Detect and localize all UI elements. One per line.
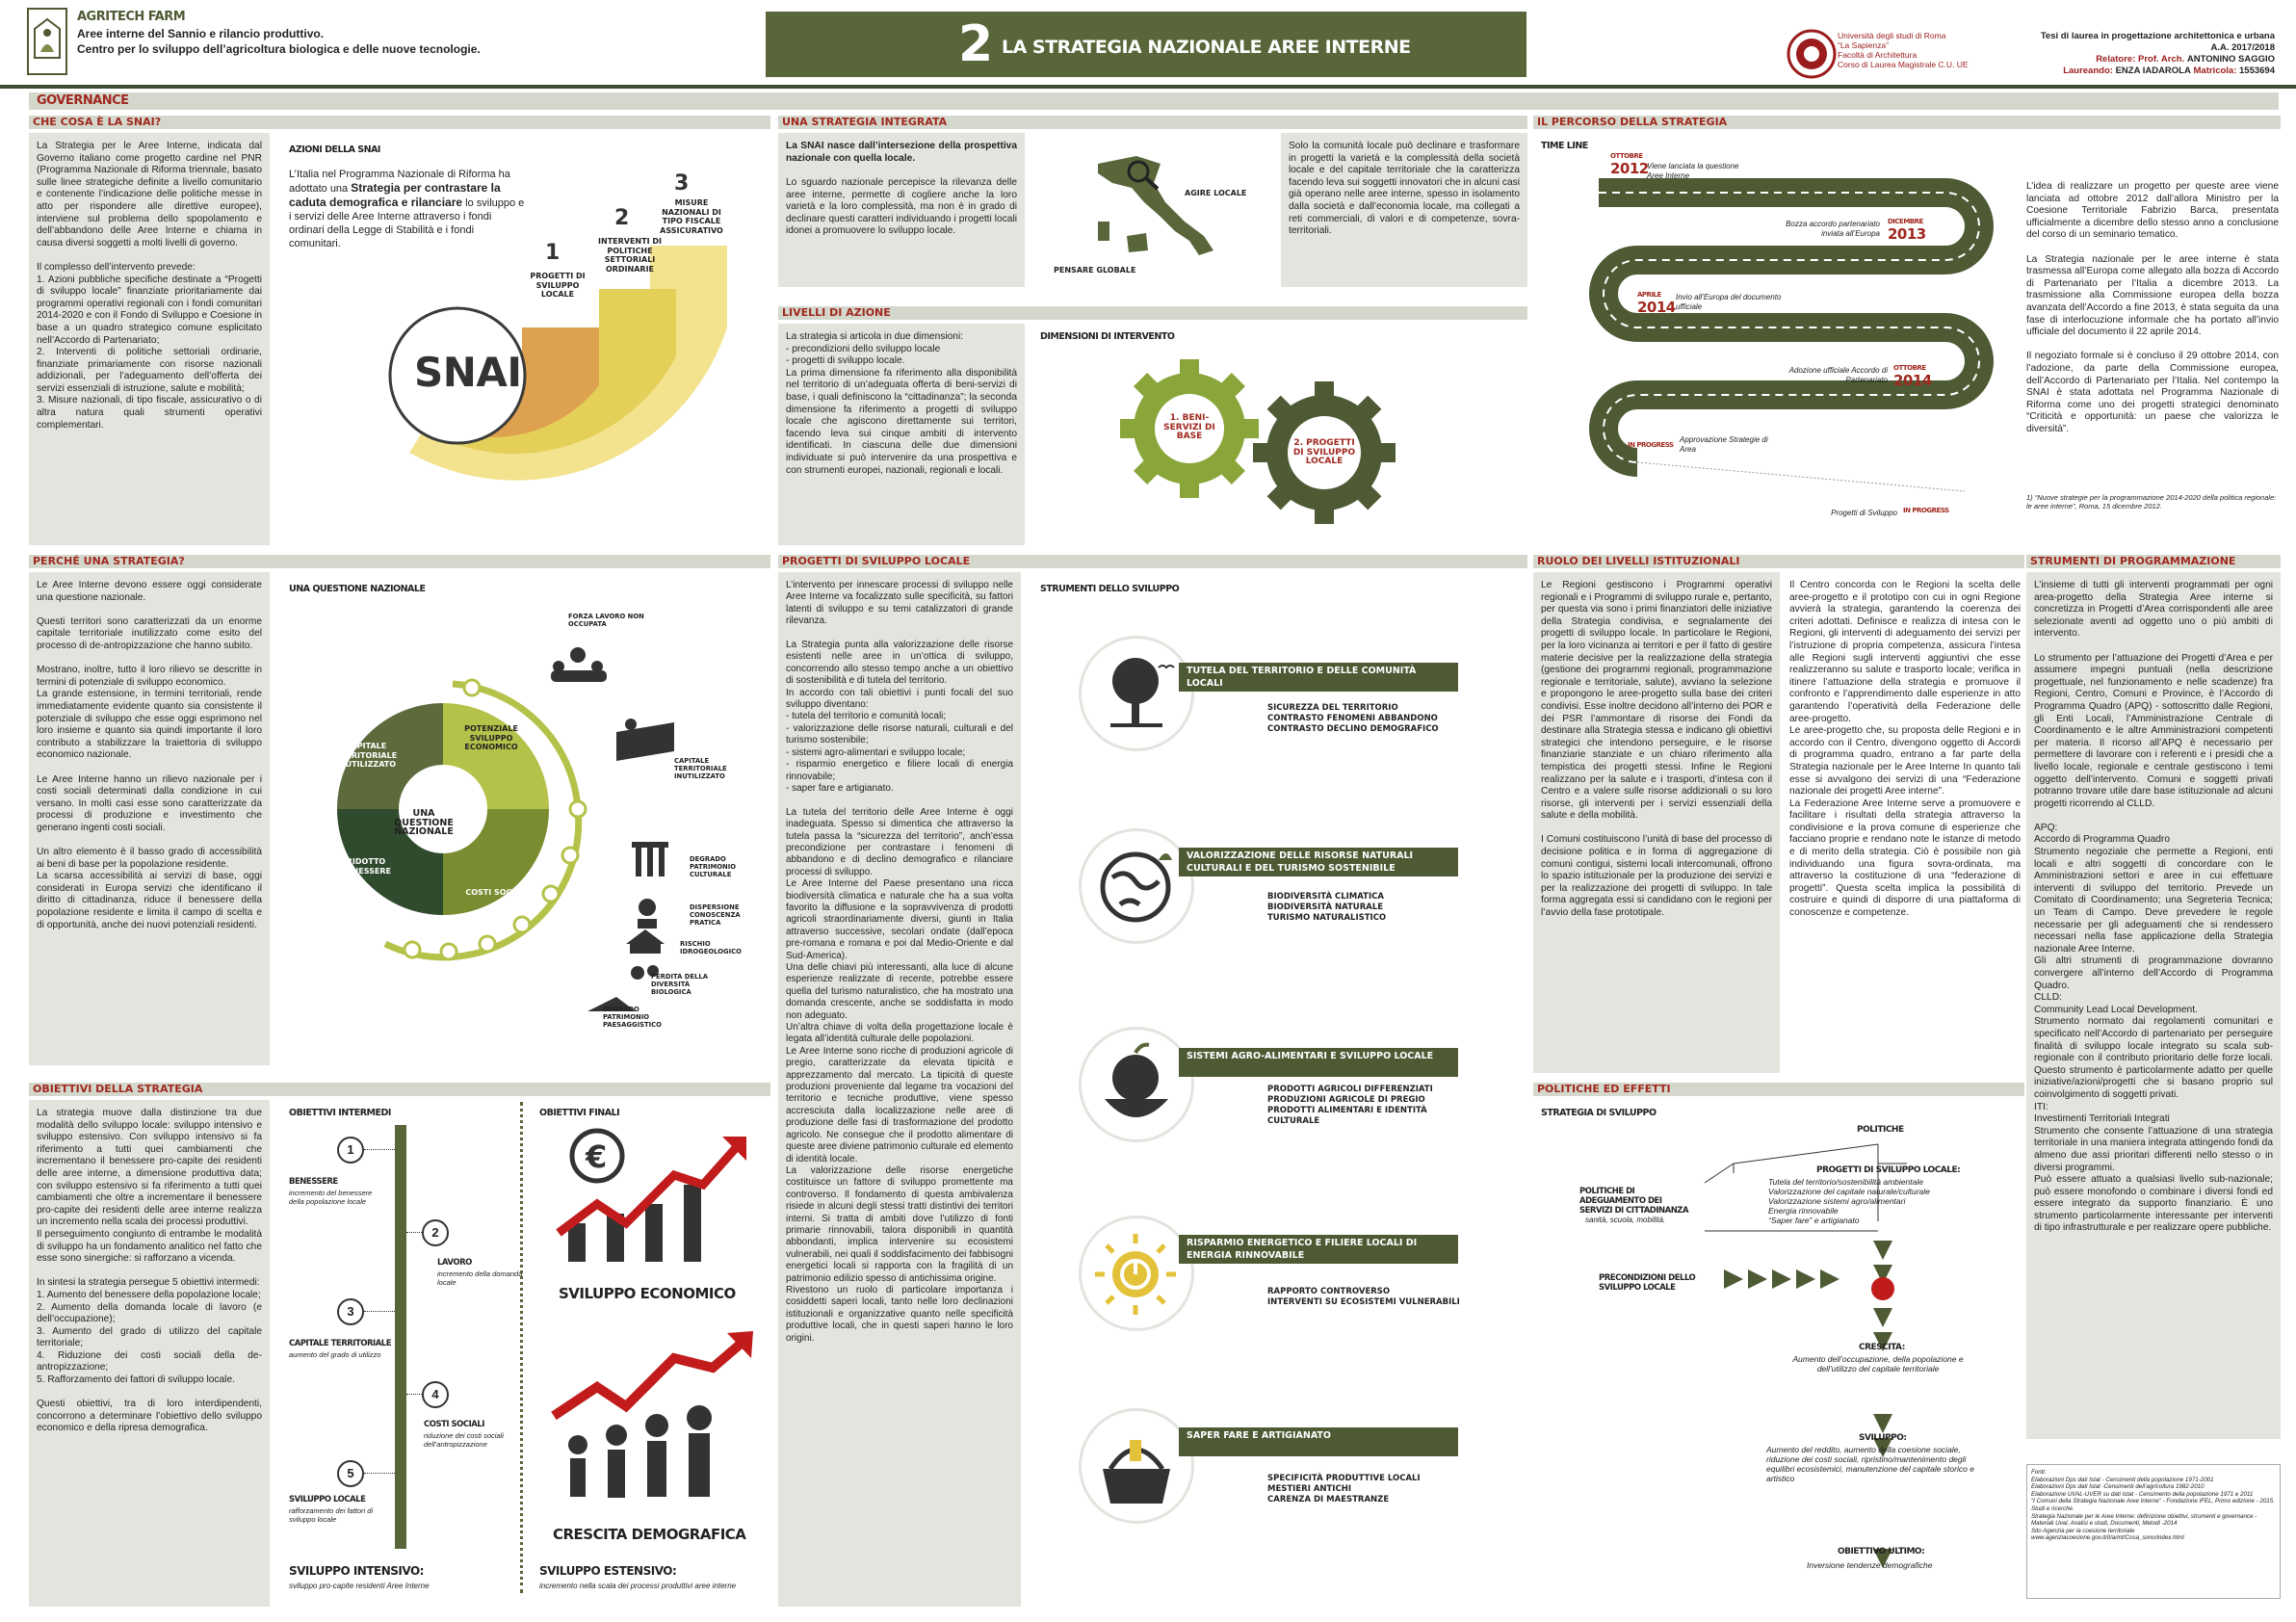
apple-icon [1082, 1030, 1191, 1139]
s3-banner: SISTEMI AGRO-ALIMENTARI E SVILUPPO LOCALE [1179, 1048, 1458, 1077]
pol-crescita: CRESCITA: [1859, 1343, 1905, 1352]
tl-2014b-month: OTTOBRE [1893, 364, 1926, 372]
integrata-text: Lo sguardo nazionale percepisce la rilevanza delle aree interne, permette di cogliere anche la loro varietà e la loro complessità, ma non è in grado di declinare questi caratteri individuando i progetti locali idonei a promuovere lo sviluppo locale. [786, 177, 1017, 237]
intensivo-title: SVILUPPO INTENSIVO: [289, 1564, 424, 1578]
ob-4-circle: 4 [422, 1381, 449, 1408]
s1-items: SICUREZZA DEL TERRITORIO CONTRASTO FENOMENI ABBANDONO CONTRASTO DECLINO DEMOGRAFICO [1267, 703, 1439, 734]
pol-adeg-sub: sanità, scuola, mobilità. [1585, 1216, 1666, 1224]
politiche-title: STRATEGIA DI SVILUPPO [1541, 1108, 1657, 1118]
q-potenziale: POTENZIALE SVILUPPO ECONOMICO [464, 724, 518, 751]
tree-icon [1082, 639, 1191, 748]
estensivo-sub: incremento nella scala dei processi produttivi aree interne [539, 1582, 737, 1590]
relatore-name: ANTONINO SAGGIO [2186, 54, 2275, 65]
tl-2012-year: 2012 [1610, 160, 1649, 177]
ob-int-title: OBIETTIVI INTERMEDI [289, 1108, 391, 1118]
step-2-number: 2 [614, 206, 629, 230]
tl-2012-text: Viene lanciata la questione Aree Interne [1647, 162, 1739, 180]
progetti-text: L’intervento per innescare processi di sviluppo nelle Aree Interne va focalizzato sulle specificità, su fattori latenti di sviluppo e su temi catalizzatori di grande rilevanza. La Strategia punta alla valorizzazione delle risorse esistenti nelle aree in un’ottica di sviluppo, concorrendo allo stesso tempo anche a un obiettivo di sostenibilità e di tutela del territorio. In accordo con tali obiettivi i punti focali del suo sviluppo diventano: - tutela del territorio e comunità locali; - valorizzazione delle risorse naturali, culturali e del turismo sostenibile; - sistemi agro-alimentari e sviluppo locale; - risparmio energetico e filiere locali di energia rinnovabile; - saper fare e artigianato. La tutela del territorio delle Aree Interne è oggi inadeguata. Spesso si dimentica che attraverso la tutela passa la “sicurezza del territorio”, anch’essa precondizione per contrastare i fenomeni di abbandono e di declino demografico e rilanciare processi di sviluppo. Le Aree Interne del Paese presentano una ricca biodiversità climatica e naturale che ha a sua volta favorito la diffusione e la sopravvivenza di prodotti agricoli straordinariamente diversi, giunti in Italia attraverso successive, secolari ondate (dall’epoca pre-romana e romana e poi dal Medio-Oriente e dal Sud-America). Una delle chiavi più interessanti, alla luce di alcune esperienze realizzate di recente, potrebbe essere quella del turismo naturalistico, che ha mostrato una domanda crescente, anche se soddisfatta in modo non adeguato. Un’altra chiave di volta della progettazione locale è legata all’identità culturale delle popolazioni. Le Aree Interne sono ricche di produzioni agricole di pregio, caratterizzate da elevata tipicità e apprezzamento dal mercato. La tipicità di queste produzioni proveniente dal legame tra vocazioni del territorio e tecniche produttive, viene spesso accresciuta dalla localizzazione nelle aree di produzione delle fasi di trasformazione del prodotto agricolo. Ne consegue che il prodotto alimentare di queste aree diviene patrimonio culturale ed elemento di identità locale. La valorizzazione delle risorse energetiche costituisce un fattore di sviluppo promettente ma controverso. Il fondamento di questa ambivalenza risiede in alcuni degli stessi tratti distintivi dei territori interni. Si tratta di ambiti dove l’utilizzo di fonti primarie rinnovabili, talora disponibili in quantità abbondanti, implica intervenire su ecosistemi vulnerabili, nei quali il soddisfacimento dei fabbisogni energetici locali si rapporta con la fragilità di un patrimonio edilizio spesso di antichissima origine. Rivestono un ruolo di particolare importanza i cosiddetti saperi locali, tanto nelle loro declinazioni istituzionali e organizzative quanto nelle specificità produttive locali, che in questi saperi hanno le loro origini. [786, 580, 1013, 1344]
basket-icon [1082, 1411, 1191, 1521]
q-capitale: CAPITALE TERRITORIALE INUTILIZZATO [334, 742, 398, 769]
ob-5-title: SVILUPPO LOCALE [289, 1495, 366, 1504]
integrata-right-text: Solo la comunità locale può declinare e trasformare in progetti la varietà e la complessità della società locale e del capitale territoriale che la caratterizza facendo leva sui soggetti innovatori che in alcuni casi già operano nelle aree interne, spesso in isolamento dalla società e dall’economia locale, ma collegati a reti commerciali, di valori e di competenze, sovra-territoriali. [1289, 141, 1520, 237]
tl-inprogress-1-text: Approvazione Strategie di Area [1680, 435, 1768, 454]
s4-icon-circle [1079, 1216, 1194, 1331]
crescita-label: CRESCITA DEMOGRAFICA [553, 1526, 746, 1543]
strumenti-title: STRUMENTI DELLO SVILUPPO [1040, 584, 1180, 594]
percorso-text: L’idea di realizzare un progetto per queste aree viene lanciata ad ottobre 2012 dall’allora Ministro per la Coesione Territoriale Fabrizio Barca, presentata ufficialmente a dicembre dello stesso anno a conclusione del corso di un seminario tematico. La Strategia nazionale per le aree interne è stata trasmessa all’Europa come allegato alla bozza di Accordo di Partenariato per l’Italia a dicembre 2013. La trasmissione alla Commissione europea della bozza avanzata dell’Accordo a fine 2013, è stata seguita da una fase di interlocuzione informale che ha portato all’invio ufficiale del documento il 22 aprile 2014. Il negoziato formale si è concluso il 29 ottobre 2014, con l’adozione, da parte della Commissione europea, dell’Accordo di Partenariato per l’Italia. Nel contempo la SNAI è stata adottata nel Programma Nazionale di Riforma come uno dei progetti strategici denominato “Criticità e opportunità: un paese che valorizza le diversità”. [2026, 181, 2279, 434]
section-politiche: POLITICHE ED EFFETTI [1533, 1083, 2024, 1096]
q-degrado-2: DEGRADO PATRIMONIO PAESAGGISTICO [603, 1006, 662, 1029]
section-strumenti-prog: STRUMENTI DI PROGRAMMAZIONE [2026, 555, 2281, 568]
ob-3-circle: 3 [337, 1298, 364, 1325]
pol-top: POLITICHE [1857, 1125, 1904, 1135]
section-ruolo: RUOLO DEI LIVELLI ISTITUZIONALI [1533, 555, 2024, 568]
svil-econ-label: SVILUPPO ECONOMICO [559, 1285, 736, 1302]
q-costi: COSTI SOCIALI [465, 888, 529, 897]
ob-5-leader [364, 1473, 395, 1474]
perche-text: Le Aree Interne devono essere oggi considerate una questione nazionale. Questi territori sono caratterizzati da un enorme capitale territoriale inutilizzato come esito del processo di de-antropizzazione che hanno subito. Mostrano, inoltre, tutto il loro rilievo se descritte in termini di potenziale di sviluppo economico. La grande estensione, in termini territoriali, rende immediatamente evidente quanto sia consistente il potenziale di sviluppo che esse oggi esprimono nel loro insieme e quanto sia quindi importante il loro contributo a stabilizzare la traiettoria di sviluppo economico nazionale. Le Aree Interne hanno un rilievo nazionale per i costi sociali determinati dalla condizione in cui versano. In molti casi esse sono caratterizzate da processi di produzione e investimento che generano ingenti costi sociali. Un altro elemento è il basso grado di accessibilità ai beni di base per la popolazione residente. La scarsa accessibilità ai servizi di base, oggi considerati in Europa servizi che identificano il diritto di cittadinanza, riduce il benessere della popolazione residente e limita il campo di scelta e di opportunità, anche dei nuovi potenziali residenti. [37, 580, 262, 930]
azioni-intro: L’Italia nel Programma Nazionale di Riforma ha adottato una [289, 169, 510, 195]
step-2-label: INTERVENTI DI POLITICHE SETTORIALI ORDINARIE [598, 237, 662, 274]
q-forza: FORZA LAVORO NON OCCUPATA [568, 613, 644, 628]
thesis-line-2: A.A. 2017/2018 [2210, 42, 2275, 53]
s3-icon-circle [1079, 1027, 1194, 1142]
pol-sviluppo-sub: Aumento del reddito, aumento della coesione sociale, riduzione dei costi sociali, ripristino/mantenimento degli equilibri ecosistemici, manutenzione del capitale storico e artistico [1766, 1445, 1974, 1483]
section-percorso: IL PERCORSO DELLA STRATEGIA [1533, 116, 2281, 129]
s1-banner: TUTELA DEL TERRITORIO E DELLE COMUNITÀ LOCALI [1179, 663, 1458, 692]
pol-precond: PRECONDIZIONI DELLO SVILUPPO LOCALE [1599, 1273, 1696, 1293]
step-1-number: 1 [545, 241, 560, 265]
tl-2013-month: DICEMBRE [1888, 218, 1923, 225]
section-progetti: PROGETTI DI SVILUPPO LOCALE [778, 555, 1527, 568]
ob-1-leader [364, 1149, 395, 1150]
header-divider [0, 85, 2296, 89]
governance-bar [29, 92, 2279, 110]
gears-diagram [1108, 356, 1425, 539]
ob-1-circle: 1 [337, 1137, 364, 1164]
page-header [0, 0, 2296, 89]
gear-2-label: 2. PROGETTI DI SVILUPPO LOCALE [1292, 438, 1356, 466]
ob-2-title: LAVORO [437, 1258, 472, 1268]
ob-fin-title: OBIETTIVI FINALI [539, 1108, 620, 1118]
matricola-value: 1553694 [2239, 65, 2275, 76]
fonti-box: Fonti: Elaborazioni Dps dati Istat - Censimenti della popolazione 1971-2001 Elaborazioni Dps dati Istat -Censimenti dell’agricoltura 1982-2010 Elaborazione UVAL-UVER su dati Istat - Censimento della popolazione 1971 e 2011 “I Comuni della Strategia Nazionale Aree Interne” - Fondazione IFEL, Primo edizione - 2015. Studi e ricerche. Strategia Nazionale per le Aree Interne: definizione obiettivi, strumenti e governance - Materiali Uval, Analisi e studi, Documenti, Metodi -2014 Sito Agenzia per la coesione territoriale www.agenziacoesione.gov.it/it/arint/Cosa_sono/index.html [2026, 1464, 2281, 1599]
pensare-globale-label: PENSARE GLOBALE [1054, 266, 1136, 275]
s4-items: RAPPORTO CONTROVERSO INTERVENTI SU ECOSISTEMI VULNERABILI [1267, 1287, 1460, 1307]
dimensioni-title: DIMENSIONI DI INTERVENTO [1040, 331, 1175, 342]
strumenti-prog-text: L’insieme di tutti gli interventi programmati per ogni area-progetto della Strategia Aree interne si concretizza in Progetti d’Area corrispondenti alle aree selezionate aventi ad oggetto uno o più ambiti di intervento. Lo strumento per l’attuazione dei Progetti d’Area e per assumere impegni puntuali (nella descrizione progettuale, nel funzionamento e nelle scadenze) fra Regioni, Centro, Comuni e Province, è l’Accordo di Programma Quadro (APQ) - sottoscritto dalle Regioni, gli Enti Locali, l’Amministrazione Centrale di Coordinamento e le altre Amministrazioni competenti per materia. Il ricorso all’APQ è necessario per permettere di lavorare con i referenti e i presidi che a livello locale, regionale e centrale gestiscono i temi oggetto dell’intervento. Comuni e soggetti privati potranno trovare utile dare base istituzionale ad alcuni progetti ricorrendo al CLLD. APQ: Accordo di Programma Quadro Strumento negoziale che permette a Regioni, enti locali e altri soggetti di concordare con le Amministrazioni settori e aree in cui effettuare interventi di sviluppo del territorio. Prevede un Comitato di Coordinamento; una Segreteria Tecnica; un Team di Campo. Deve prevedere le regole necessarie per gli adeguamenti che si rendessero necessari nella fase applicazione della Strategia nazionale Aree Interne. Gli altri strumenti di programmazione dovranno convergere all’interno dell’Accordo di Programma Quadro. CLLD: Community Lead Local Development. Strumento normato dai regolamenti comunitari e specificato nell’Accordo di partenariato per perseguire finalità di sviluppo locale integrato su scala sub-regionale con il contributo prioritario delle forze locali. Questo strumento è particolarmente adatto per quelle iniziative/azioni/progetti che si basano proprio sul coinvolgimento di soggetti privati. ITI: Investimenti Territoriali Integrati Strumento che consente l’attuazione di una strategia territoriale in una maniera integrata attingendo fondi da almeno due assi prioritari differenti nello stesso o in diversi programmi. Può essere attuato a qualsiasi livello sub-nazionale; può essere monofondo o combinare i diversi fondi ed essere integrato da supporto finanziario. È uno strumento particolarmente interessante per interventi di tipo infrastrutturale e per realizzare opere pubbliche. [2034, 580, 2273, 1234]
tl-2014b [1893, 364, 1932, 389]
pol-sviluppo: SVILUPPO: [1859, 1433, 1907, 1443]
estensivo-title: SVILUPPO ESTENSIVO: [539, 1564, 677, 1578]
ob-5-circle: 5 [337, 1460, 364, 1487]
gear-1-label: 1. BENI-SERVIZI DI BASE [1163, 413, 1215, 441]
s2-items: BIODIVERSITÀ CLIMATICA BIODIVERSITÀ NATURALE TURISMO NATURALISTICO [1267, 892, 1387, 923]
s2-icon-circle [1079, 828, 1194, 944]
tl-2012-month: OTTOBRE [1610, 152, 1643, 160]
tl-2014a-year: 2014 [1637, 299, 1676, 316]
q-perdita: PERDITA DELLA DIVERSITÀ BIOLOGICA [651, 973, 708, 996]
uni-line-4: Corso di Laurea Magistrale C.U. UE [1838, 60, 1969, 69]
tl-inprogress-2-text: Progetti di Sviluppo [1831, 509, 1897, 517]
questione-title: UNA QUESTIONE NAZIONALE [289, 584, 426, 594]
ob-4-sub: riduzione dei costi sociali dell’antropizzazione [424, 1431, 504, 1449]
chapter-number: 2 [958, 15, 993, 73]
s4-banner: RISPARMIO ENERGETICO E FILIERE LOCALI DI ENERGIA RINNOVABILE [1179, 1235, 1458, 1264]
snai-text: La Strategia per le Aree Interne, indicata dal Governo italiano come progetto cardine nel PNR (Programma Nazionale di Riforma triennale, basato sulle linee strategiche definite a livello comunitario e contenente l’indicazione delle politiche messe in atto per rispondere alle direttive europee), interviene sul problema dello spopolamento e dell’abbandono delle Aree Interne e chiama in causa diversi soggetti a molti livelli di governo. Il complesso dell’intervento prevede: 1. Azioni pubbliche specifiche destinate a “Progetti di sviluppo locale” finanziate prioritariamente dai programmi operativi regionali con i fondi comunitari 2014-2020 e con il Fondo di Sviluppo e Coesione in base a un quadro strategico comune esplicitato nell’Accordo di Partenariato; 2. Interventi di politiche settoriali ordinarie, finanziate primariamente con risorse nazionali addizionali, per l’adeguamento dell’offerta dei servizi essenziali di istruzione, salute e mobilità; 3. Misure nazionali, di tipo fiscale, assicurativo o di altra natura quali strumenti operativi complementari. [37, 141, 262, 431]
s3-items: PRODOTTI AGRICOLI DIFFERENZIATI PRODUZIONI AGRICOLE DI PREGIO PRODOTTI ALIMENTARI E IDENTITÀ CULTURALE [1267, 1085, 1433, 1126]
farm-title: AGRITECH FARM [77, 10, 186, 24]
ob-2-sub: incremento della domanda locale [437, 1269, 523, 1287]
ob-3-sub: aumento del grado di utilizzo [289, 1350, 381, 1359]
intensivo-sub: sviluppo pro-capite residenti Aree Interne [289, 1582, 430, 1590]
section-livelli: LIVELLI DI AZIONE [778, 306, 1527, 320]
percorso-note: 1) “Nuove strategie per la programmazione 2014-2020 della politica regionale: le aree interne”, Roma, 15 dicembre 2012. [2026, 493, 2277, 510]
tl-2012 [1610, 152, 1649, 177]
tl-2013-year: 2013 [1888, 225, 1926, 243]
thesis-line-1: Tesi di laurea in progettazione architettonica e urbana [2040, 31, 2275, 41]
section-perche: PERCHÉ UNA STRATEGIA? [29, 555, 770, 568]
azioni-title: AZIONI DELLA SNAI [289, 144, 380, 155]
tl-inprogress-1: IN PROGRESS [1628, 441, 1674, 449]
university-seal-icon [1787, 29, 1837, 79]
ob-1-sub: incremento del benessere della popolazione locale [289, 1189, 373, 1206]
ob-3-title: CAPITALE TERRITORIALE [289, 1339, 391, 1348]
tl-2013-text: Bozza accordo partenariato inviata all’Europa [1786, 220, 1880, 238]
tl-inprogress-2: IN PROGRESS [1903, 507, 1949, 514]
section-obiettivi: OBIETTIVI DELLA STRATEGIA [29, 1083, 770, 1096]
pol-adeg: POLITICHE DI ADEGUAMENTO DEI SERVIZI DI CITTADINANZA [1579, 1187, 1689, 1216]
step-3-label: MISURE NAZIONALI DI TIPO FISCALE ASSICURATIVO [660, 198, 723, 235]
tl-2014a-text: Invio all’Europa del documento ufficiale [1676, 293, 1782, 311]
s2-banner: VALORIZZAZIONE DELLE RISORSE NATURALI CULTURALI E DEL TURISMO SOSTENIBILE [1179, 848, 1458, 876]
laureando-name: ENZA IADAROLA [2115, 65, 2191, 76]
section-integrata: UNA STRATEGIA INTEGRATA [778, 116, 1527, 129]
ob-separator [520, 1102, 523, 1593]
sun-power-icon [1082, 1218, 1191, 1328]
s1-icon-circle [1079, 636, 1194, 751]
s5-icon-circle [1079, 1408, 1194, 1524]
ob-1-title: BENESSERE [289, 1177, 338, 1187]
pol-obiettivo-sub: Inversione tendenze demografiche [1807, 1560, 1933, 1570]
q-rischio: RISCHIO IDROGEOLOGICO [680, 940, 742, 955]
pol-crescita-sub: Aumento dell’occupazione, della popolazione e dell’utilizzo del capitale territoriale [1792, 1354, 1964, 1373]
tl-2014a-month: APRILE [1637, 291, 1661, 299]
q-center: UNA QUESTIONE NAZIONALE [394, 808, 454, 837]
q-degrado: DEGRADO PATRIMONIO CULTURALE [690, 855, 737, 878]
matricola-label: Matricola: [2193, 65, 2237, 76]
ob-4-title: COSTI SOCIALI [424, 1420, 484, 1429]
ob-2-leader [406, 1232, 422, 1233]
header-subtitle-2: Centro per lo sviluppo dell’agricoltura biologica e delle nuove tecnologie. [77, 42, 481, 56]
ob-2-circle: 2 [422, 1219, 449, 1246]
tl-2014b-year: 2014 [1893, 372, 1932, 389]
ruolo-left-text: Le Regioni gestiscono i Programmi operativi regionali e i Programmi di sviluppo rurale e, pertanto, per questa via sono i primi finanziatori delle iniziative della Strategia condivisa, e segnalamente dei progetti di sviluppo locale. In particolare le Regioni, per la loro vicinanza ai territori e per il fatto di gestire materie decisive per la realizzazione della strategia (gestione dei programmi regionali, programmazione regionale e territoriale, salute), avviano la selezione e propongono le aree-progetto sulla base dei criteri condivisi. Esse inoltre decidono all’interno dei POR e dei PSR l’ammontare di risorse dei Fondi da destinare alla Strategia stessa e indicano gli obiettivi strategici che intendono perseguire, e le risorse finanziarie stanziate e un chiaro riferimento alla tempistica dei progetti stessi. Infine le Regioni realizzano per la salute e i trasporti, d’intesa con il Centro e a valere sulle risorse addizionali o su loro risorse, gli interventi per i servizi essenziali della salute e della mobilità. I Comuni costituiscono l’unità di base del processo di decisione politica e in forma di aggregazione di comuni contigui, sistemi locali intercomunali, offrono lo spazio istituzionale per la produzione dei servizi e per la realizzazione dei progetti di sviluppo. In tale forma aggregata essi si candidano con le regioni per l’avvio della fase prototipale. [1541, 580, 1772, 919]
uni-line-1: Università degli studi di Roma [1838, 31, 1946, 40]
snai-label: SNAI [414, 349, 522, 396]
uni-line-3: Facoltà di Architettura [1838, 50, 1918, 60]
ob-3-leader [364, 1311, 395, 1312]
demographic-growth-icon [549, 1329, 761, 1522]
chapter-title: LA STRATEGIA NAZIONALE AREE INTERNE [1002, 37, 1411, 58]
tl-2014a [1637, 291, 1676, 316]
step-1-label: PROGETTI DI SVILUPPO LOCALE [530, 272, 586, 299]
relatore-label: Relatore: Prof. Arch. [2096, 54, 2185, 65]
svg-text:€: € [586, 1138, 608, 1175]
agire-locale-label: AGIRE LOCALE [1185, 189, 1247, 197]
chapter-banner [766, 12, 1526, 77]
uni-line-2: “La Sapienza” [1838, 40, 1889, 50]
logo-icon [27, 8, 67, 75]
governance-title: GOVERNANCE [37, 93, 129, 108]
q-dispersione: DISPERSIONE CONOSCENZA PRATICA [690, 903, 741, 927]
laureando-label: Laureando: [2063, 65, 2113, 76]
ob-5-sub: rafforzamento dei fattori di sviluppo locale [289, 1506, 374, 1524]
tl-2014b-text: Adozione ufficiale Accordo di Partenariato [1788, 366, 1888, 384]
integrata-bold: La SNAI nasce dall’intersezione della prospettiva nazionale con quella locale. [786, 141, 1017, 164]
ob-4-leader [406, 1394, 422, 1395]
azioni-end: lo sviluppo e i servizi delle Aree Interne attraverso i fondi ordinari della Legge di Stabilità e i fondi comunitari. [289, 197, 525, 249]
obiettivi-text: La strategia muove dalla distinzione tra due modalità dello sviluppo locale: sviluppo intensivo e sviluppo estensivo. Con sviluppo intensivo si fa riferimento a tutti quei cambiamenti che incrementano il benessere pro-capite dei residenti delle aree interne, a dimensione produttiva data; con sviluppo estensivo si fa riferimento a tutti quei cambiamenti che oltre a incrementare il benessere pro-capite dei residenti delle aree interne realizza un incremento nella scala dei processi produttivi. Il perseguimento congiunto di entrambe le modalità di sviluppo ha un fondamento analitico nel fatto che esse sono sinergiche: si rafforzano a vicenda. In sintesi la strategia persegue 5 obiettivi intermedi: 1. Aumento del benessere della popolazione locale; 2. Aumento della domanda locale di lavoro (e dell’occupazione); 3. Aumento del grado di utilizzo del capitale territoriale; 4. Riduzione dei costi sociali della de-antropizzazione; 5. Rafforzamento dei fattori di sviluppo locale. Questi obiettivi, tra di loro interdipendenti, concorrono a determinare l’obiettivo dello sviluppo economico e della ripresa demografica. [37, 1108, 262, 1434]
s5-items: SPECIFICITÀ PRODUTTIVE LOCALI MESTIERI ANTICHI CARENZA DI MAESTRANZE [1267, 1474, 1421, 1504]
pol-prog-sub: Tutela del territorio/sostenibilità ambientale Valorizzazione del capitale naturale/culturale Valorizzazione sistemi agro/alimentari Energia rinnovabile “Saper fare” e artigianato [1768, 1177, 1930, 1225]
tl-2013 [1888, 218, 1926, 243]
azioni-bold: Strategia per contrastare la caduta demografica e rilanciare [289, 181, 501, 209]
s5-banner: SAPER FARE E ARTIGIANATO [1179, 1427, 1458, 1456]
ob-vertical-bar [395, 1125, 406, 1549]
globe-icon [1082, 831, 1191, 941]
livelli-text: La strategia si articola in due dimensioni: - precondizioni dello sviluppo locale - progetti di sviluppo locale. La prima dimensione fa riferimento alla disponibilità nel territorio di un’adeguata offerta di beni-servizi di base, i quali definiscono la “cittadinanza”; la seconda dimensione fa riferimento a progetti di sviluppo locale che agiscono direttamente sui territori, facendo leva sui cinque ambiti di intervento identificati. In ciascuna delle due dimensioni individuate si può intervenire da una prospettiva e con strumenti europei, nazionali, regionali e locali. [786, 331, 1017, 476]
step-3-number: 3 [674, 171, 689, 196]
q-capitale-lab: CAPITALE TERRITORIALE INUTILIZZATO [674, 757, 727, 780]
ruolo-right-text: Il Centro concorda con le Regioni la scelta delle aree-progetto e il prototipo con cui in ogni Regione avvierà la strategia, garantendo la coerenza dei criteri adottati. Definisce e realizza di intesa con le Regioni, gli interventi di adeguamento dei servizi per l’istruzione di propria competenza, assicura l’intesa alle Regioni sugli interventi aggiuntivi che esse realizzeranno su salute e trasporto locale; verifica in itinere l’attuazione della strategia e promuove il confronto e l’apprendimento dalle esperienze in atto garantendo l’operatività della Federazione delle aree-progetto. Le aree-progetto che, su proposta delle Regioni e in accordo con il Centro, divengono oggetto di Accordi di programma quadro, entrano a far parte della Strategia nazionale per le Aree Interne In quanto tali esse si avvalgono dei servizi di una “Federazione nazionale dei progetti Aree interne”. La Federazione Aree Interne serve a promuovere e facilitare i risultati della strategia attraverso la condivisione e la prova comune di esperienze che facciano proprie e rendano note le istanze di metodo e di merito della strategia. Ciò è possibile non già individuando una figura sovra-ordinata, ma attraverso la costituzione di una “federazione di progetti”. Questa scelta implica la possibilità di costruire e quindi di disporre di una piattaforma di conoscenze e competenze. [1789, 580, 2021, 919]
q-ridotto: RIDOTTO BENESSERE [341, 857, 391, 876]
economic-growth-icon [549, 1127, 761, 1281]
pol-obiettivo: OBIETTIVO ULTIMO: [1838, 1547, 1925, 1557]
header-subtitle-1: Aree interne del Sannio e rilancio produttivo. [77, 27, 325, 40]
pol-prog: PROGETTI DI SVILUPPO LOCALE: [1816, 1165, 1961, 1175]
section-che-cosa: CHE COSA È LA SNAI? [29, 116, 770, 129]
timeline-title: TIME LINE [1541, 141, 1588, 151]
